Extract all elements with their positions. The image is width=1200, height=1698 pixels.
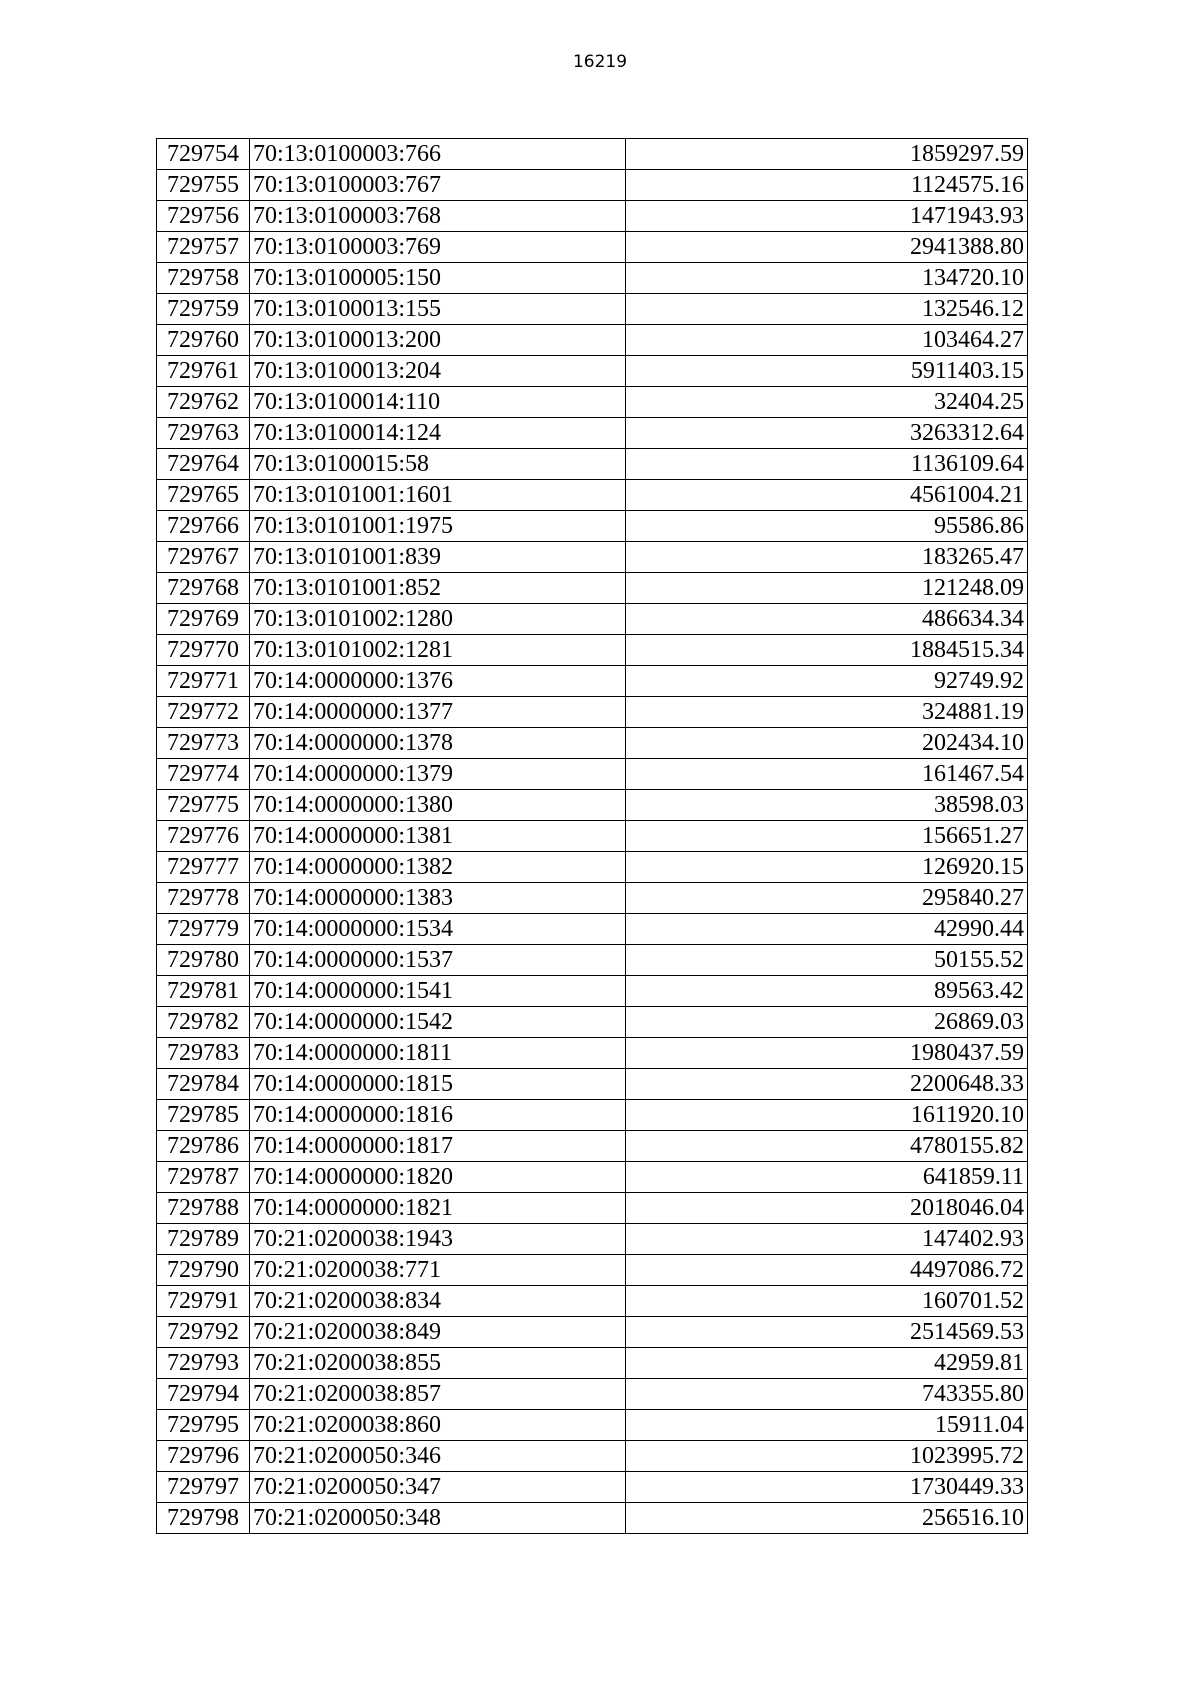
cadastral-number-cell: 70:13:0100013:200 — [250, 325, 626, 356]
cadastral-value-cell: 3263312.64 — [626, 418, 1028, 449]
row-number-cell: 729772 — [157, 697, 250, 728]
cadastral-number-cell: 70:14:0000000:1378 — [250, 728, 626, 759]
cadastral-value-cell: 147402.93 — [626, 1224, 1028, 1255]
cadastral-number-cell: 70:21:0200050:347 — [250, 1472, 626, 1503]
cadastral-value-cell: 2200648.33 — [626, 1069, 1028, 1100]
cadastral-value-cell: 1884515.34 — [626, 635, 1028, 666]
cadastral-number-cell: 70:13:0101001:852 — [250, 573, 626, 604]
table-row — [157, 511, 1028, 542]
table-row — [157, 852, 1028, 883]
cadastral-value-cell: 160701.52 — [626, 1286, 1028, 1317]
row-number-cell: 729787 — [157, 1162, 250, 1193]
table-row — [157, 1472, 1028, 1503]
cadastral-value-cell: 89563.42 — [626, 976, 1028, 1007]
cadastral-value-cell: 1023995.72 — [626, 1441, 1028, 1472]
table-row — [157, 945, 1028, 976]
table-row — [157, 1100, 1028, 1131]
row-number-cell: 729774 — [157, 759, 250, 790]
cadastral-number-cell: 70:21:0200038:860 — [250, 1410, 626, 1441]
cadastral-number-cell: 70:13:0101002:1280 — [250, 604, 626, 635]
row-number-cell: 729759 — [157, 294, 250, 325]
cadastral-value-cell: 156651.27 — [626, 821, 1028, 852]
cadastral-value-cell: 103464.27 — [626, 325, 1028, 356]
table-row — [157, 1193, 1028, 1224]
cadastral-number-cell: 70:13:0101001:839 — [250, 542, 626, 573]
table-row — [157, 821, 1028, 852]
cadastral-value-cell: 1980437.59 — [626, 1038, 1028, 1069]
cadastral-value-cell: 42990.44 — [626, 914, 1028, 945]
row-number-cell: 729756 — [157, 201, 250, 232]
table-row — [157, 1224, 1028, 1255]
table-row — [157, 449, 1028, 480]
table-row — [157, 790, 1028, 821]
table-row — [157, 139, 1028, 170]
cadastral-number-cell: 70:14:0000000:1380 — [250, 790, 626, 821]
cadastral-value-cell: 2018046.04 — [626, 1193, 1028, 1224]
row-number-cell: 729775 — [157, 790, 250, 821]
cadastral-number-cell: 70:14:0000000:1381 — [250, 821, 626, 852]
cadastral-number-cell: 70:14:0000000:1542 — [250, 1007, 626, 1038]
table-row — [157, 356, 1028, 387]
cadastral-number-cell: 70:21:0200038:834 — [250, 1286, 626, 1317]
table-row — [157, 914, 1028, 945]
cadastral-number-cell: 70:21:0200038:855 — [250, 1348, 626, 1379]
cadastral-number-cell: 70:13:0100014:110 — [250, 387, 626, 418]
row-number-cell: 729784 — [157, 1069, 250, 1100]
cadastral-value-cell: 42959.81 — [626, 1348, 1028, 1379]
cadastral-value-cell: 1730449.33 — [626, 1472, 1028, 1503]
table-row — [157, 1162, 1028, 1193]
row-number-cell: 729792 — [157, 1317, 250, 1348]
row-number-cell: 729797 — [157, 1472, 250, 1503]
row-number-cell: 729795 — [157, 1410, 250, 1441]
table-row — [157, 697, 1028, 728]
cadastral-value-cell: 121248.09 — [626, 573, 1028, 604]
cadastral-value-cell: 126920.15 — [626, 852, 1028, 883]
cadastral-value-cell: 1611920.10 — [626, 1100, 1028, 1131]
row-number-cell: 729764 — [157, 449, 250, 480]
cadastral-value-cell: 486634.34 — [626, 604, 1028, 635]
row-number-cell: 729791 — [157, 1286, 250, 1317]
cadastral-number-cell: 70:21:0200038:771 — [250, 1255, 626, 1286]
cadastral-number-cell: 70:13:0100014:124 — [250, 418, 626, 449]
cadastral-number-cell: 70:13:0101002:1281 — [250, 635, 626, 666]
row-number-cell: 729786 — [157, 1131, 250, 1162]
cadastral-value-cell: 92749.92 — [626, 666, 1028, 697]
row-number-cell: 729760 — [157, 325, 250, 356]
cadastral-value-cell: 4780155.82 — [626, 1131, 1028, 1162]
cadastral-value-cell: 202434.10 — [626, 728, 1028, 759]
cadastral-number-cell: 70:13:0101001:1601 — [250, 480, 626, 511]
cadastral-value-cell: 38598.03 — [626, 790, 1028, 821]
cadastral-number-cell: 70:13:0100003:766 — [250, 139, 626, 170]
cadastral-number-cell: 70:14:0000000:1382 — [250, 852, 626, 883]
row-number-cell: 729761 — [157, 356, 250, 387]
cadastral-value-cell: 743355.80 — [626, 1379, 1028, 1410]
cadastral-number-cell: 70:21:0200050:346 — [250, 1441, 626, 1472]
row-number-cell: 729782 — [157, 1007, 250, 1038]
table-row — [157, 883, 1028, 914]
cadastral-value-cell: 161467.54 — [626, 759, 1028, 790]
table-row — [157, 170, 1028, 201]
table-row — [157, 728, 1028, 759]
table-row — [157, 1317, 1028, 1348]
row-number-cell: 729794 — [157, 1379, 250, 1410]
table-row — [157, 1255, 1028, 1286]
cadastral-value-cell: 4497086.72 — [626, 1255, 1028, 1286]
row-number-cell: 729755 — [157, 170, 250, 201]
row-number-cell: 729779 — [157, 914, 250, 945]
row-number-cell: 729766 — [157, 511, 250, 542]
cadastral-value-cell: 1136109.64 — [626, 449, 1028, 480]
cadastral-number-cell: 70:14:0000000:1537 — [250, 945, 626, 976]
cadastral-number-cell: 70:14:0000000:1534 — [250, 914, 626, 945]
table-row — [157, 1503, 1028, 1534]
table-row — [157, 635, 1028, 666]
table-row — [157, 480, 1028, 511]
table-row — [157, 542, 1028, 573]
table-row — [157, 759, 1028, 790]
row-number-cell: 729769 — [157, 604, 250, 635]
row-number-cell: 729770 — [157, 635, 250, 666]
row-number-cell: 729757 — [157, 232, 250, 263]
table-row — [157, 418, 1028, 449]
row-number-cell: 729767 — [157, 542, 250, 573]
cadastral-number-cell: 70:13:0100013:155 — [250, 294, 626, 325]
row-number-cell: 729773 — [157, 728, 250, 759]
cadastral-number-cell: 70:13:0100013:204 — [250, 356, 626, 387]
table-row — [157, 1441, 1028, 1472]
cadastral-number-cell: 70:14:0000000:1383 — [250, 883, 626, 914]
table-row — [157, 1286, 1028, 1317]
cadastral-number-cell: 70:14:0000000:1811 — [250, 1038, 626, 1069]
page-number: 16219 — [572, 52, 628, 72]
cadastral-value-cell: 324881.19 — [626, 697, 1028, 728]
cadastral-number-cell: 70:14:0000000:1821 — [250, 1193, 626, 1224]
table-row — [157, 294, 1028, 325]
cadastral-value-table — [156, 138, 1028, 1534]
cadastral-value-cell: 15911.04 — [626, 1410, 1028, 1441]
cadastral-value-cell: 183265.47 — [626, 542, 1028, 573]
row-number-cell: 729771 — [157, 666, 250, 697]
cadastral-number-cell: 70:14:0000000:1817 — [250, 1131, 626, 1162]
table-row — [157, 232, 1028, 263]
cadastral-value-cell: 1124575.16 — [626, 170, 1028, 201]
table-row — [157, 1348, 1028, 1379]
cadastral-value-cell: 5911403.15 — [626, 356, 1028, 387]
table-body — [157, 139, 1028, 1534]
row-number-cell: 729778 — [157, 883, 250, 914]
cadastral-number-cell: 70:21:0200038:849 — [250, 1317, 626, 1348]
row-number-cell: 729798 — [157, 1503, 250, 1534]
cadastral-value-cell: 1859297.59 — [626, 139, 1028, 170]
table-row — [157, 263, 1028, 294]
row-number-cell: 729754 — [157, 139, 250, 170]
cadastral-number-cell: 70:14:0000000:1820 — [250, 1162, 626, 1193]
cadastral-number-cell: 70:14:0000000:1376 — [250, 666, 626, 697]
row-number-cell: 729796 — [157, 1441, 250, 1472]
cadastral-value-cell: 1471943.93 — [626, 201, 1028, 232]
table-row — [157, 1069, 1028, 1100]
row-number-cell: 729776 — [157, 821, 250, 852]
row-number-cell: 729763 — [157, 418, 250, 449]
cadastral-number-cell: 70:21:0200038:857 — [250, 1379, 626, 1410]
cadastral-number-cell: 70:14:0000000:1816 — [250, 1100, 626, 1131]
cadastral-value-cell: 641859.11 — [626, 1162, 1028, 1193]
cadastral-number-cell: 70:14:0000000:1377 — [250, 697, 626, 728]
table-row — [157, 1131, 1028, 1162]
cadastral-number-cell: 70:13:0100005:150 — [250, 263, 626, 294]
row-number-cell: 729789 — [157, 1224, 250, 1255]
row-number-cell: 729788 — [157, 1193, 250, 1224]
cadastral-value-cell: 26869.03 — [626, 1007, 1028, 1038]
table-row — [157, 1379, 1028, 1410]
row-number-cell: 729790 — [157, 1255, 250, 1286]
cadastral-value-cell: 134720.10 — [626, 263, 1028, 294]
cadastral-number-cell: 70:13:0101001:1975 — [250, 511, 626, 542]
table-row — [157, 666, 1028, 697]
table-row — [157, 325, 1028, 356]
row-number-cell: 729781 — [157, 976, 250, 1007]
cadastral-number-cell: 70:14:0000000:1541 — [250, 976, 626, 1007]
row-number-cell: 729762 — [157, 387, 250, 418]
row-number-cell: 729758 — [157, 263, 250, 294]
row-number-cell: 729793 — [157, 1348, 250, 1379]
row-number-cell: 729785 — [157, 1100, 250, 1131]
table-row — [157, 1038, 1028, 1069]
cadastral-number-cell: 70:14:0000000:1815 — [250, 1069, 626, 1100]
row-number-cell: 729765 — [157, 480, 250, 511]
row-number-cell: 729768 — [157, 573, 250, 604]
cadastral-value-cell: 2514569.53 — [626, 1317, 1028, 1348]
table-row — [157, 201, 1028, 232]
row-number-cell: 729783 — [157, 1038, 250, 1069]
cadastral-number-cell: 70:13:0100003:767 — [250, 170, 626, 201]
row-number-cell: 729780 — [157, 945, 250, 976]
cadastral-number-cell: 70:13:0100015:58 — [250, 449, 626, 480]
cadastral-value-cell: 132546.12 — [626, 294, 1028, 325]
cadastral-number-cell: 70:13:0100003:769 — [250, 232, 626, 263]
cadastral-number-cell: 70:21:0200050:348 — [250, 1503, 626, 1534]
cadastral-value-cell: 32404.25 — [626, 387, 1028, 418]
table-row — [157, 976, 1028, 1007]
cadastral-value-cell: 95586.86 — [626, 511, 1028, 542]
cadastral-value-cell: 4561004.21 — [626, 480, 1028, 511]
cadastral-number-cell: 70:14:0000000:1379 — [250, 759, 626, 790]
cadastral-number-cell: 70:21:0200038:1943 — [250, 1224, 626, 1255]
table-row — [157, 573, 1028, 604]
row-number-cell: 729777 — [157, 852, 250, 883]
cadastral-value-cell: 2941388.80 — [626, 232, 1028, 263]
table-row — [157, 1007, 1028, 1038]
cadastral-value-cell: 295840.27 — [626, 883, 1028, 914]
cadastral-value-cell: 50155.52 — [626, 945, 1028, 976]
cadastral-number-cell: 70:13:0100003:768 — [250, 201, 626, 232]
table-row — [157, 1410, 1028, 1441]
table-row — [157, 387, 1028, 418]
cadastral-value-cell: 256516.10 — [626, 1503, 1028, 1534]
table-row — [157, 604, 1028, 635]
